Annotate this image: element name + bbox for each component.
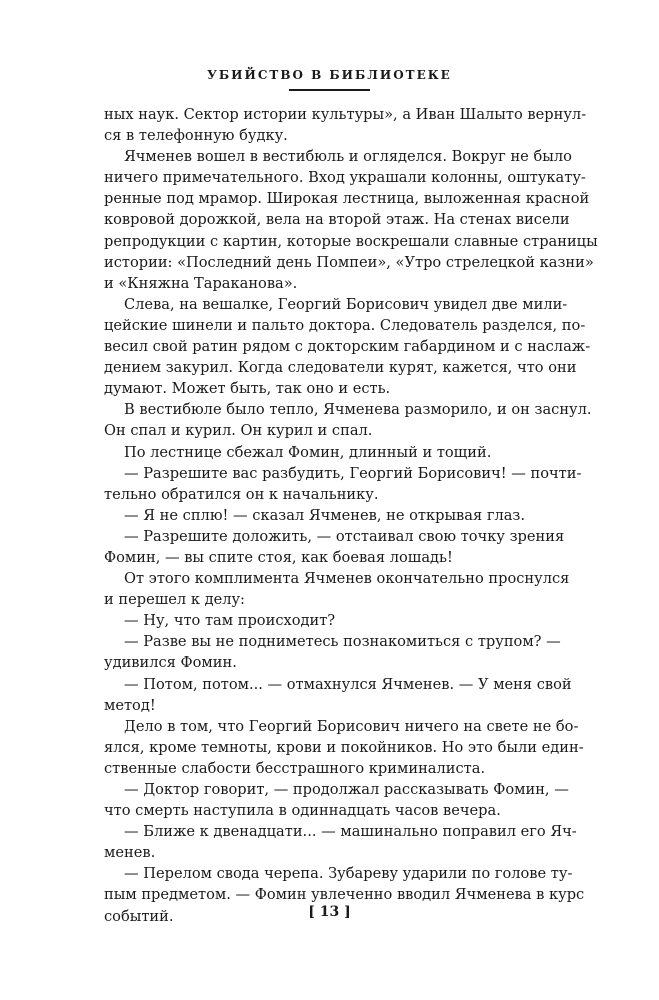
text-line: и перешел к делу:: [104, 591, 245, 609]
text-line: Слева, на вешалке, Георгий Борисович увидел две мили-: [124, 295, 568, 313]
text-line: метод!: [104, 696, 156, 714]
text-line: — Я не сплю! — сказал Ячменев, не открывая глаз.: [124, 506, 526, 524]
text-line: В вестибюле было тепло, Ячменева разморило, и он заснул.: [124, 401, 592, 419]
text-line: думают. Может быть, так оно и есть.: [104, 380, 391, 398]
text-line: Фомин, — вы спите стоя, как боевая лошадь!: [104, 548, 453, 566]
running-head-rule: [289, 89, 370, 91]
text-line: Ячменев вошел в вестибюль и огляделся. Вокруг не было: [124, 148, 572, 166]
text-line: что смерть наступила в одиннадцать часов вечера.: [104, 802, 501, 820]
text-line: цейские шинели и пальто доктора. Следователь разделся, по-: [104, 316, 586, 334]
text-line: ковровой дорожкой, вела на второй этаж. На стенах висели: [104, 211, 570, 229]
text-line: — Ну, что там происходит?: [124, 612, 336, 630]
text-line: и «Княжна Тараканова».: [104, 274, 298, 292]
text-line: менев.: [104, 844, 156, 862]
text-line: ственные слабости бесстрашного криминалиста.: [104, 759, 486, 777]
text-line: — Доктор говорит, — продолжал рассказывать Фомин, —: [124, 781, 569, 798]
text-line: ренные под мрамор. Широкая лестница, выложенная красной: [104, 190, 590, 208]
text-line: От этого комплимента Ячменев окончательно проснулся: [124, 570, 570, 588]
text-line: тельно обратился он к начальнику.: [104, 485, 379, 503]
text-line: По лестнице сбежал Фомин, длинный и тощий.: [124, 443, 492, 461]
text-line: пым предметом. — Фомин увлеченно вводил Ячменева в курс: [104, 886, 585, 904]
text-line: событий.: [104, 907, 174, 925]
text-line: ялся, кроме темноты, крови и покойников. Но это были един-: [104, 738, 584, 756]
text-line: ся в телефонную будку.: [104, 127, 288, 145]
page-number: [ 13 ]: [308, 904, 351, 920]
text-line: Дело в том, что Георгий Борисович ничего на свете не бо-: [124, 717, 579, 735]
text-line: Он спал и курил. Он курил и спал.: [104, 422, 373, 440]
text-line: — Разве вы не подниметесь познакомиться с трупом? —: [124, 633, 561, 651]
body-text: [104, 104, 598, 927]
text-line: дением закурил. Когда следователи курят, кажется, что они: [104, 359, 577, 377]
text-line: весил свой ратин рядом с докторским габардином и с наслаж-: [104, 338, 591, 356]
text-line: — Ближе к двенадцати... — машинально поправил его Яч-: [124, 823, 577, 841]
text-line: — Разрешите вас разбудить, Георгий Борисович! — почти-: [124, 464, 582, 482]
text-line: — Перелом свода черепа. Зубареву ударили по голове ту-: [124, 865, 573, 883]
text-line: — Разрешите доложить, — отстаивал свою точку зрения: [124, 527, 565, 545]
text-line: ничего примечательного. Вход украшали колонны, оштукату-: [104, 169, 586, 187]
text-line: удивился Фомин.: [104, 654, 237, 672]
text-line: истории: «Последний день Помпеи», «Утро стрелецкой казни»: [104, 253, 594, 271]
running-head: УБИЙСТВО В БИБЛИОТЕКЕ: [207, 68, 452, 82]
text-line: репродукции с картин, которые воскрешали славные страницы: [104, 232, 598, 250]
text-line: — Потом, потом... — отмахнулся Ячменев. — У меня свой: [124, 675, 572, 693]
text-line: ных наук. Сектор истории культуры», а Иван Шалыто вернул-: [104, 106, 587, 123]
